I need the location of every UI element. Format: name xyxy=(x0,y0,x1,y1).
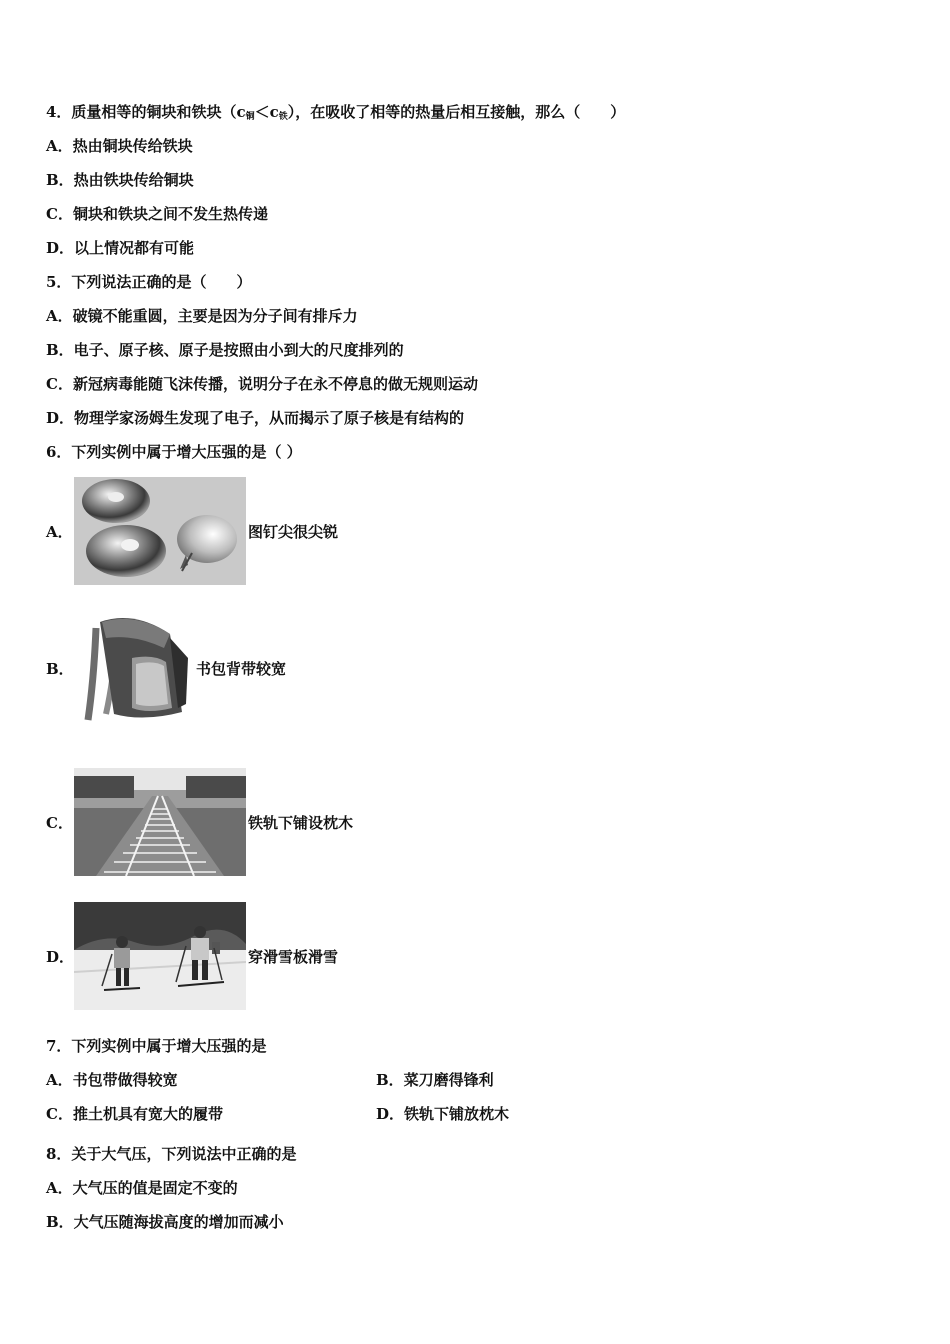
option-label: B． xyxy=(46,659,74,678)
question-4-stem-start: 4．质量相等的铜块和铁块（c xyxy=(46,103,246,121)
question-5-stem: 5．下列说法正确的是（ ） xyxy=(46,273,252,291)
question-4-stem xyxy=(46,102,625,127)
question-6-option-d xyxy=(46,902,338,1010)
question-5-option-b: B．电子、原子核、原子是按照由小到大的尺度排列的 xyxy=(46,341,404,359)
question-6-option-b xyxy=(46,608,286,728)
question-4-stem-end: ），在吸收了相等的热量后相互接触，那么（ ） xyxy=(287,103,626,121)
question-6-option-c-caption: 铁轨下铺设枕木 xyxy=(248,813,354,832)
railway-photo xyxy=(74,768,246,876)
backpack-photo xyxy=(74,608,194,728)
question-7-option-a: A．书包带做得较宽 xyxy=(46,1071,178,1089)
question-6-option-d-caption: 穿滑雪板滑雪 xyxy=(248,947,339,966)
question-5-option-d: D．物理学家汤姆生发现了电子，从而揭示了原子核是有结构的 xyxy=(46,409,465,427)
question-4-stem-middle: ＜c xyxy=(254,103,279,121)
question-7-option-d: D．铁轨下铺放枕木 xyxy=(376,1105,510,1123)
question-8-option-b: B．大气压随海拔高度的增加而减小 xyxy=(46,1213,284,1231)
option-label: C． xyxy=(46,813,73,832)
thumbtacks-photo xyxy=(74,477,246,585)
question-6-stem: 6．下列实例中属于增大压强的是（ ） xyxy=(46,443,302,461)
question-6-option-b-caption: 书包背带较宽 xyxy=(196,659,287,678)
question-8-stem: 8．关于大气压，下列说法中正确的是 xyxy=(46,1145,297,1163)
question-4-option-b: B．热由铁块传给铜块 xyxy=(46,171,194,189)
question-8-option-a: A．大气压的值是固定不变的 xyxy=(46,1179,238,1197)
question-6-option-c xyxy=(46,768,353,876)
question-6-option-a-caption: 图钉尖很尖锐 xyxy=(248,522,339,541)
question-7-stem: 7．下列实例中属于增大压强的是 xyxy=(46,1037,267,1055)
question-4-option-d: D．以上情况都有可能 xyxy=(46,239,195,257)
question-5-option-c: C．新冠病毒能随飞沫传播，说明分子在永不停息的做无规则运动 xyxy=(46,375,478,393)
question-7-option-c: C．推土机具有宽大的履带 xyxy=(46,1105,223,1123)
question-4-option-a: A．热由铜块传给铁块 xyxy=(46,137,193,155)
subscript-iron: 铁 xyxy=(278,112,288,122)
question-5-option-a: A．破镜不能重圆，主要是因为分子间有排斥力 xyxy=(46,307,358,325)
question-4-option-c: C．铜块和铁块之间不发生热传递 xyxy=(46,205,268,223)
option-label: D． xyxy=(46,947,75,966)
question-6-option-a xyxy=(46,477,338,585)
skiers-photo xyxy=(74,902,246,1010)
option-label: A． xyxy=(46,522,73,541)
question-7-option-b: B．菜刀磨得锋利 xyxy=(376,1071,494,1089)
subscript-copper: 铜 xyxy=(245,112,255,122)
